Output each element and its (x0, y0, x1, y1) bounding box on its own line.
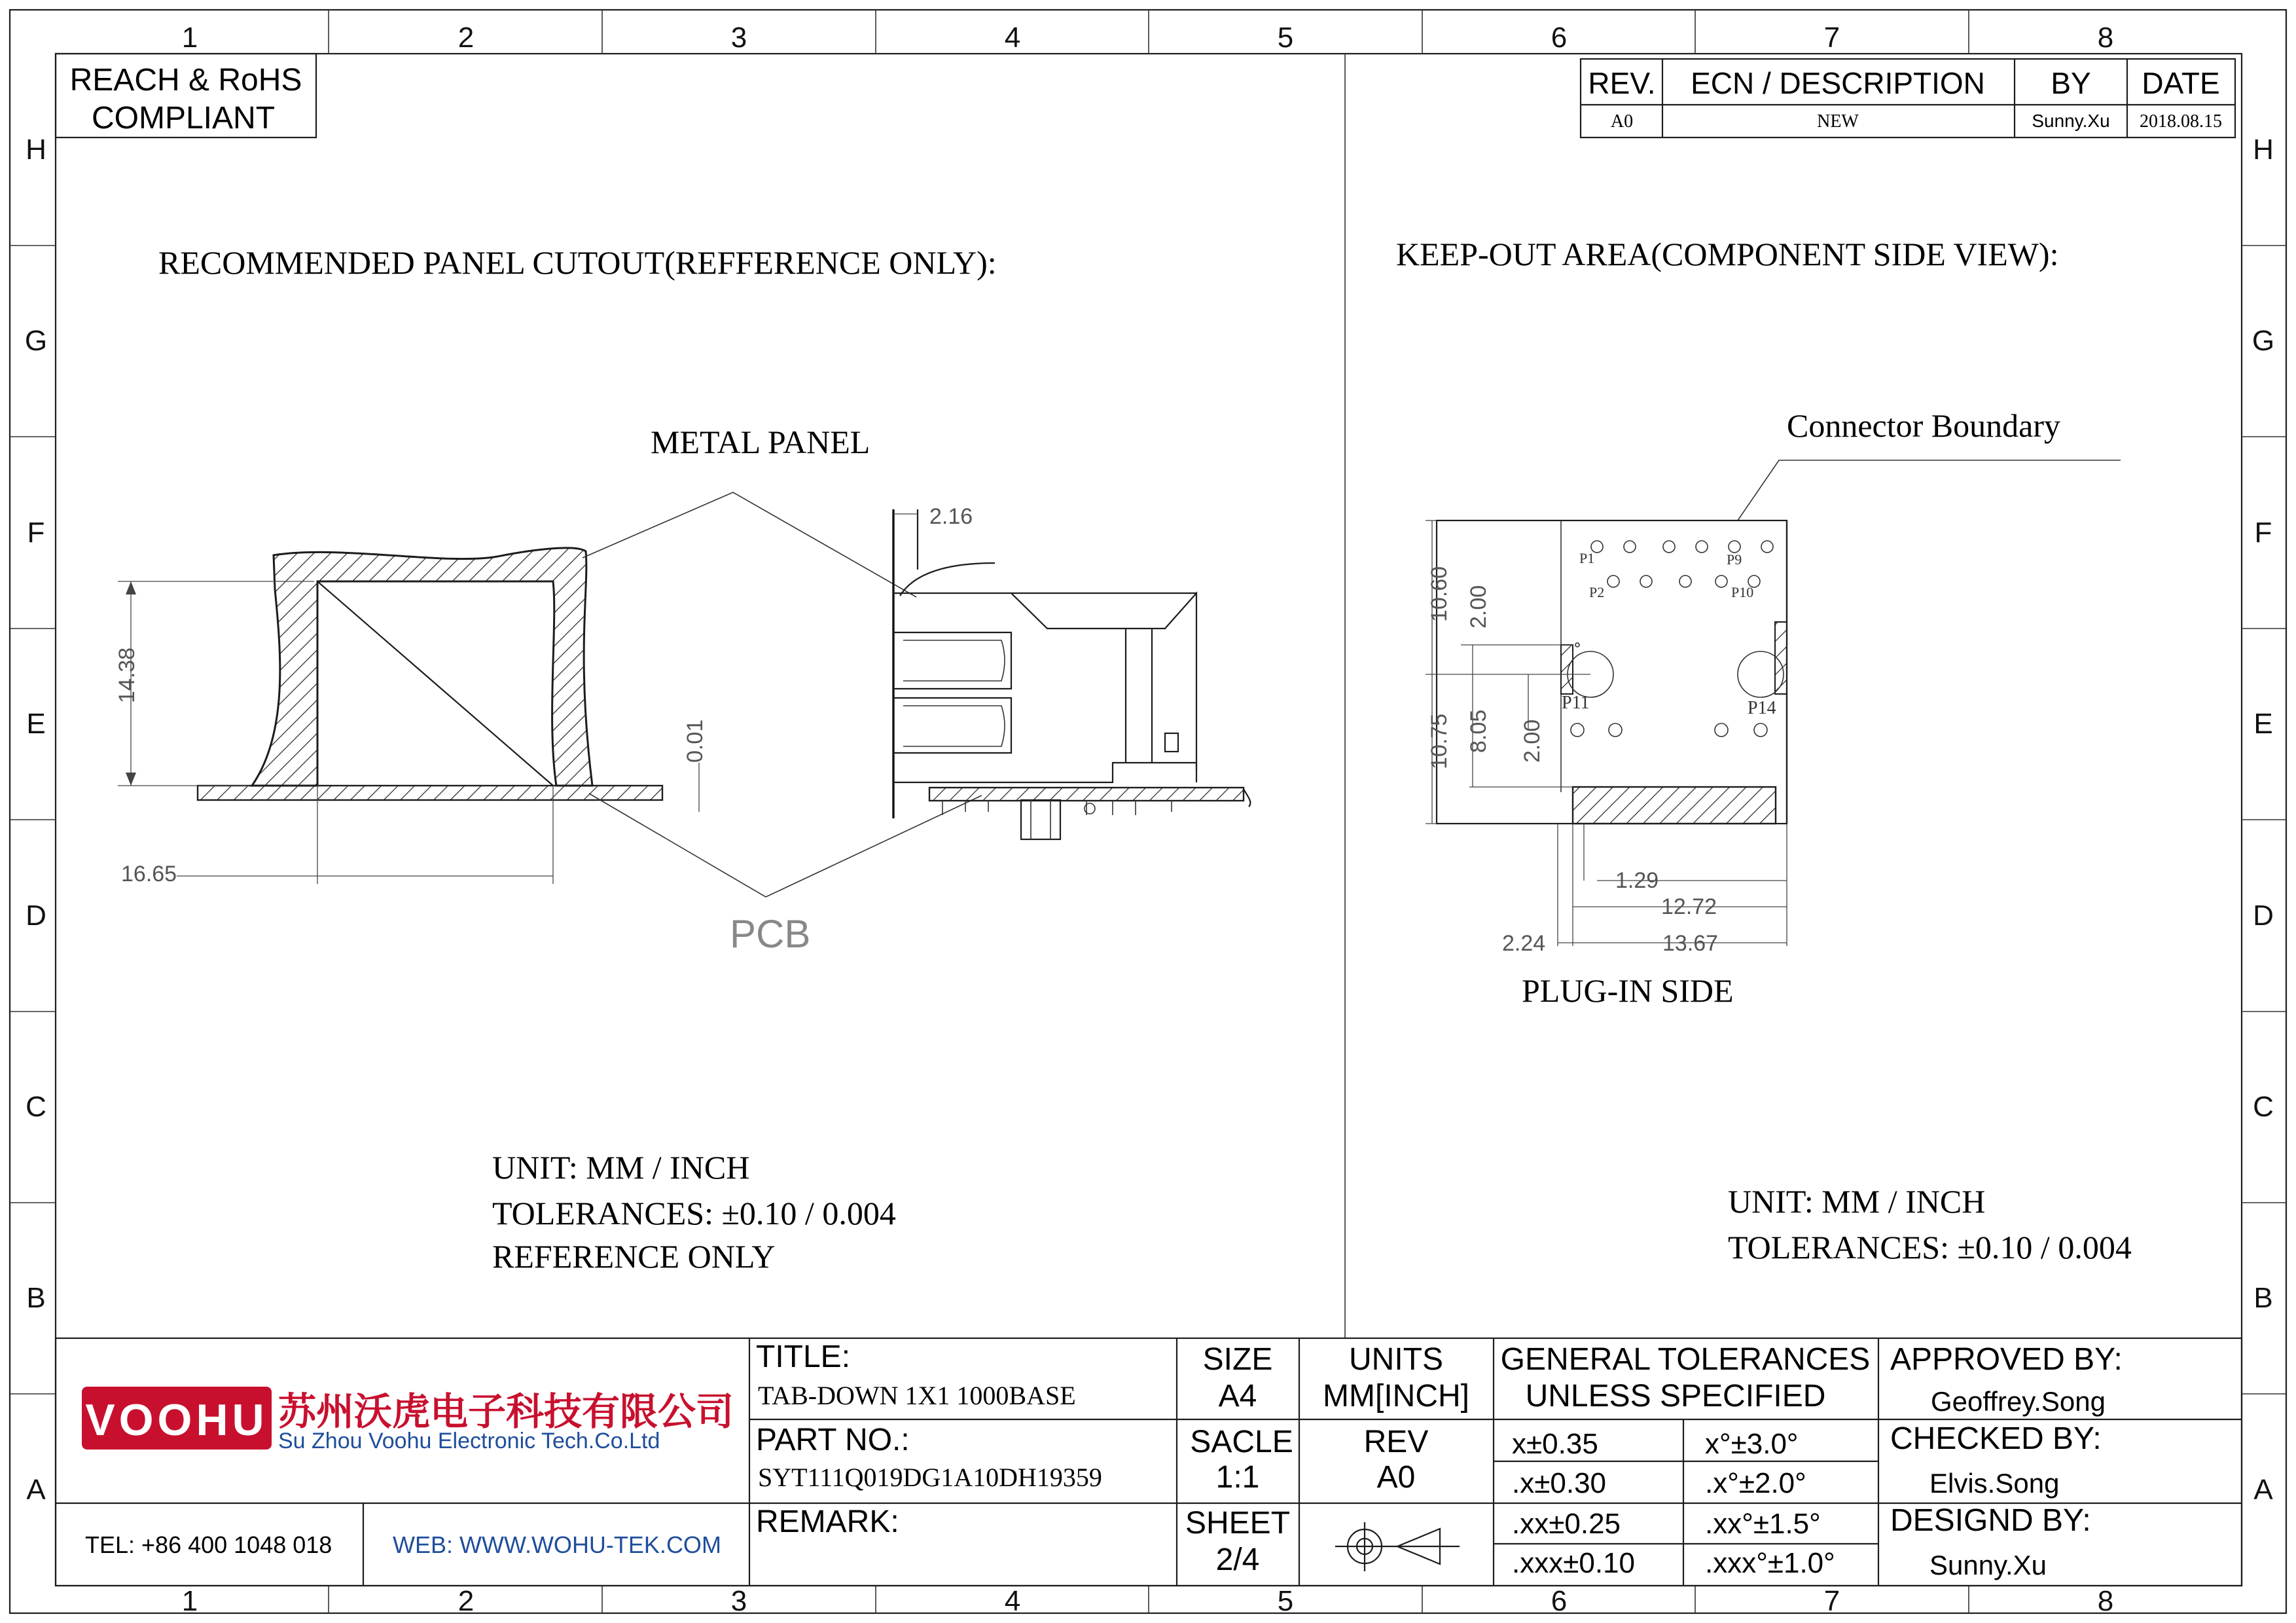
plug-in-side-label: PLUG-IN SIDE (1522, 972, 1734, 1009)
designed-by-value: Sunny.Xu (1929, 1550, 2047, 1580)
col-label-6: 6 (1551, 22, 1568, 54)
dim-10-75: 10.75 (1427, 713, 1452, 769)
dim-2-00-b: 2.00 (1520, 719, 1545, 763)
row-label-c: C (26, 1091, 46, 1123)
pin-p14: P14 (1748, 698, 1776, 718)
connector-side-view (893, 504, 1250, 839)
right-tolerance-note: TOLERANCES: ±0.10 / 0.004 (1728, 1229, 2132, 1266)
row-label-e-right: E (2253, 708, 2273, 740)
col-label-1: 1 (181, 22, 198, 54)
compliance-line-1: REACH & RoHS (69, 63, 302, 98)
tol-lin-2: .x±0.30 (1512, 1467, 1607, 1499)
dim-13-67: 13.67 (1662, 931, 1719, 956)
by-value: Sunny.Xu (2032, 111, 2110, 131)
rev-value-tb: A0 (1376, 1460, 1416, 1495)
row-label-a: A (26, 1474, 46, 1506)
col-label-1-bottom: 1 (181, 1585, 198, 1617)
checked-by-value: Elvis.Song (1929, 1468, 2060, 1499)
compliance-line-2: COMPLIANT (91, 101, 276, 136)
sheet-value: 2/4 (1215, 1542, 1260, 1577)
scale-value: 1:1 (1215, 1460, 1260, 1495)
right-unit-note: UNIT: MM / INCH (1728, 1183, 1986, 1220)
col-label-7: 7 (1823, 22, 1840, 54)
col-label-8: 8 (2097, 22, 2114, 54)
units-value: MM[INCH] (1323, 1379, 1469, 1413)
part-label: PART NO.: (756, 1423, 910, 1457)
col-label-8-bottom: 8 (2097, 1585, 2114, 1617)
keep-out-heading: KEEP-OUT AREA(COMPONENT SIDE VIEW): (1396, 236, 2059, 272)
designed-by-label: DESIGND BY: (1890, 1503, 2091, 1538)
col-label-5: 5 (1277, 22, 1294, 54)
rev-label: REV (1363, 1425, 1429, 1459)
row-label-b: B (26, 1282, 46, 1314)
dim-16-65: 16.65 (121, 862, 177, 886)
pcb-strip-left (198, 786, 662, 800)
row-label-h-right: H (2253, 134, 2274, 166)
col-label-4: 4 (1004, 22, 1021, 54)
checked-by-label: CHECKED BY: (1890, 1421, 2102, 1456)
title-block (56, 1338, 2242, 1586)
col-label-4-bottom: 4 (1004, 1585, 1021, 1617)
tol-lin-3: .xx±0.25 (1512, 1508, 1621, 1540)
connector-boundary-label: Connector Boundary (1787, 407, 2060, 444)
approved-by-value: Geoffrey.Song (1931, 1386, 2106, 1417)
row-label-h: H (26, 134, 46, 166)
tol-ang-3: .xx°±1.5° (1705, 1508, 1821, 1540)
left-reference-note: REFERENCE ONLY (492, 1238, 776, 1275)
panel-cutout-heading: RECOMMENDED PANEL CUTOUT(REFFERENCE ONLY): (158, 244, 997, 281)
tol-ang-1: x°±3.0° (1705, 1428, 1799, 1460)
pin-p10: P10 (1731, 584, 1754, 600)
title-value: TAB-DOWN 1X1 1000BASE (758, 1381, 1076, 1410)
ecn-value: NEW (1817, 111, 1859, 132)
ecn-header: ECN / DESCRIPTION (1691, 66, 1985, 100)
col-label-2-bottom: 2 (457, 1585, 475, 1617)
keep-out-hatch-bottom (1573, 787, 1776, 824)
dim-2-16: 2.16 (929, 504, 973, 529)
part-value: SYT111Q019DG1A10DH19359 (758, 1463, 1102, 1492)
unless-specified-label: UNLESS SPECIFIED (1525, 1379, 1826, 1413)
dim-2-00-a: 2.00 (1466, 585, 1491, 629)
projection-symbol-icon (1335, 1522, 1460, 1571)
left-tolerance-note: TOLERANCES: ±0.10 / 0.004 (492, 1195, 896, 1231)
left-unit-note: UNIT: MM / INCH (492, 1149, 750, 1186)
pcb-strip-right (929, 788, 1244, 801)
size-value: A4 (1218, 1379, 1257, 1413)
rev-header: REV. (1588, 66, 1656, 100)
revision-table (1581, 59, 2235, 137)
company-tel: TEL: +86 400 1048 018 (85, 1531, 332, 1558)
company-web: WEB: WWW.WOHU-TEK.COM (393, 1531, 721, 1558)
col-label-7-bottom: 7 (1823, 1585, 1840, 1617)
row-label-c-right: C (2253, 1091, 2274, 1123)
company-logo (82, 1387, 272, 1450)
col-label-6-bottom: 6 (1551, 1585, 1568, 1617)
by-header: BY (2051, 66, 2091, 100)
dim-8-05: 8.05 (1466, 709, 1491, 753)
pcb-label: PCB (730, 912, 811, 956)
row-label-g: G (24, 325, 48, 357)
tol-ang-4: .xxx°±1.0° (1705, 1547, 1835, 1579)
tol-ang-2: .x°±2.0° (1705, 1467, 1806, 1499)
remark-label: REMARK: (756, 1504, 899, 1539)
pin-p9: P9 (1727, 551, 1742, 568)
col-label-3: 3 (730, 22, 747, 54)
title-label: TITLE: (756, 1340, 851, 1374)
dim-2-24: 2.24 (1502, 931, 1546, 956)
col-label-2: 2 (457, 22, 475, 54)
compliance-box (56, 54, 316, 137)
date-value: 2018.08.15 (2140, 111, 2222, 132)
row-label-e: E (26, 708, 46, 740)
metal-panel-shape (252, 548, 592, 786)
dim-10-60: 10.60 (1427, 566, 1452, 622)
size-label: SIZE (1202, 1342, 1273, 1377)
pin-p1: P1 (1579, 550, 1595, 566)
keep-out-view (1396, 236, 2132, 1266)
tol-lin-1: x±0.35 (1512, 1428, 1598, 1460)
dim-1-29: 1.29 (1615, 868, 1659, 893)
rev-value: A0 (1610, 111, 1634, 132)
metal-panel-label: METAL PANEL (651, 424, 870, 460)
approved-by-label: APPROVED BY: (1890, 1342, 2123, 1377)
dim-12-72: 12.72 (1661, 894, 1717, 919)
scale-label: SACLE (1190, 1425, 1293, 1459)
logo-wordmark: VOOHU (85, 1395, 268, 1445)
row-label-b-right: B (2253, 1282, 2273, 1314)
company-name-cn: 苏州沃虎电子科技有限公司 (278, 1391, 734, 1433)
col-label-3-bottom: 3 (730, 1585, 747, 1617)
date-header: DATE (2142, 66, 2220, 100)
dim-0-01: 0.01 (683, 719, 708, 763)
row-label-f-right: F (2254, 517, 2272, 549)
dim-14-38: 14.38 (115, 647, 139, 703)
row-label-a-right: A (2253, 1474, 2273, 1506)
row-label-d-right: D (2253, 900, 2274, 932)
tol-lin-4: .xxx±0.10 (1512, 1547, 1636, 1579)
row-label-d: D (26, 900, 46, 932)
general-tolerances-label: GENERAL TOLERANCES (1500, 1342, 1871, 1377)
sheet-label: SHEET (1185, 1506, 1291, 1541)
panel-cutout-view (115, 244, 1250, 1275)
units-label: UNITS (1349, 1342, 1443, 1377)
company-name-en: Su Zhou Voohu Electronic Tech.Co.Ltd (278, 1429, 660, 1453)
pin-p11: P11 (1562, 693, 1590, 713)
row-label-f: F (27, 517, 45, 549)
row-label-g-right: G (2251, 325, 2275, 357)
pin-p2: P2 (1589, 584, 1605, 600)
col-label-5-bottom: 5 (1277, 1585, 1294, 1617)
